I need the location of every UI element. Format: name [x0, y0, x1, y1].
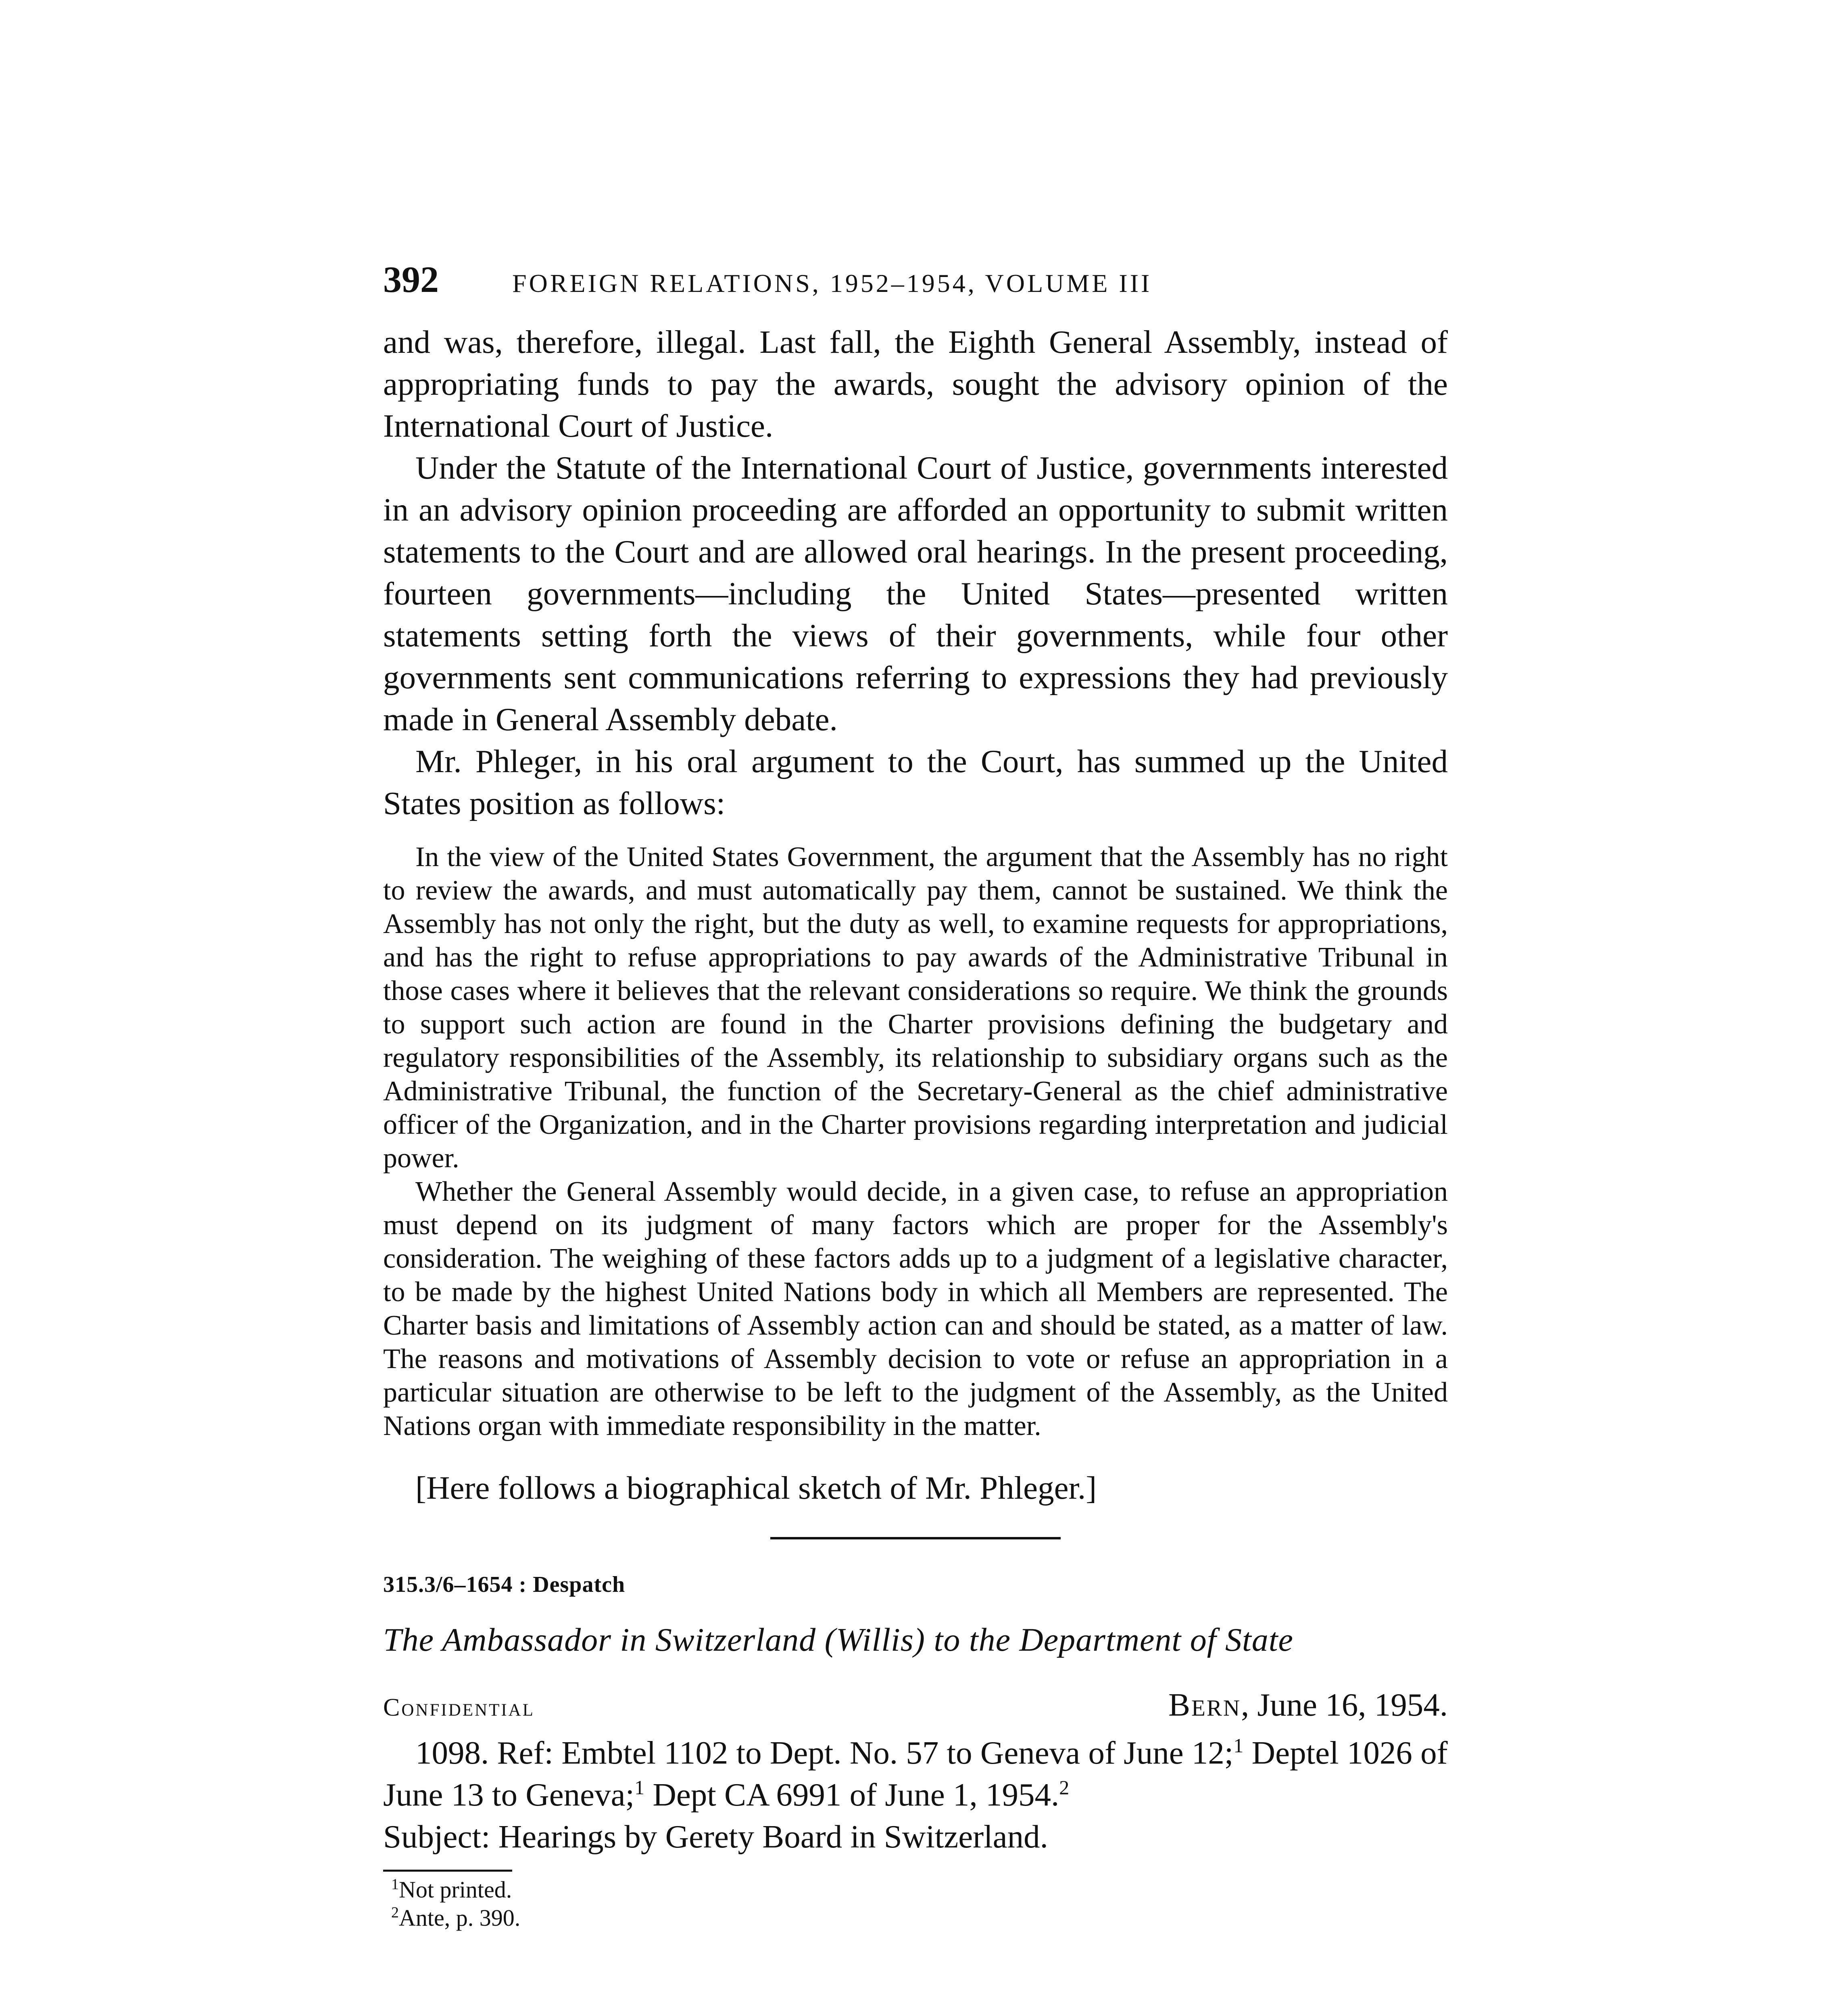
paragraph: and was, therefore, illegal. Last fall, the Eighth General Assembly, instead of appropriating funds to pay the awards, sought the advisory opinion of the International Court of Justice. — [383, 324, 1448, 444]
page-number: 392 — [383, 259, 439, 300]
dateline-place: Bern — [1168, 1687, 1241, 1723]
footnote-marker: 1 — [634, 1776, 645, 1799]
body-text — [383, 321, 1448, 824]
reference-line: 1098. Ref: Embtel 1102 to Dept. No. 57 to Geneva of June 12;$^1$ Deptel 1026 of June 13 to Geneva;$^1$ Dept CA 6991 of June 1, 1954.$^2$ — [383, 1734, 1448, 1813]
classification-line — [383, 1686, 1448, 1724]
running-head-title: FOREIGN RELATIONS, 1952–1954, VOLUME III — [512, 269, 1152, 298]
footnote-marker: 1 — [1233, 1734, 1244, 1757]
footnote-rule — [383, 1870, 512, 1872]
despatch-body — [383, 1732, 1448, 1858]
running-head — [383, 258, 1448, 301]
quote-paragraph: In the view of the United States Government, the argument that the Assembly has no right to review the awards, and must automatically pay them, cannot be sustained. We think the Assembly has not only the right, but the duty as well, to examine requests for appropriations, and has the right to refuse appropriations to pay awards of the Administrative Tribunal in those cases where it believes that the relevant considerations so require. We think the grounds to support such action are found in the Charter provisions defining the budgetary and regulatory responsibilities of the Assembly, its relationship to subsidiary organs such as the Administrative Tribunal, the function of the Secretary-General as the chief administrative officer of the Organization, and in the Charter provisions regarding interpretation and judicial power. — [383, 841, 1448, 1174]
classification-marking: Confidential — [383, 1694, 535, 1721]
document-title: The Ambassador in Switzerland (Willis) to the Department of State — [383, 1621, 1293, 1658]
footnote: $^1$Not printed. — [391, 1876, 512, 1903]
footnotes — [383, 1876, 1448, 1932]
footnote-marker: 2 — [1059, 1776, 1070, 1799]
quote-paragraph: Whether the General Assembly would decide, in a given case, to refuse an appropriation must depend on its judgment of many factors which are proper for the Assembly's consideration. The weighing of these factors adds up to a judgment of a legislative character, to be made by the highest United Nations body in which all Members are represented. The Charter basis and limitations of Assembly action can and should be stated, as a matter of law. The reasons and motivations of Assembly decision to vote or refuse an appropriation in a particular situation are otherwise to be left to the judgment of the Assembly, as the United Nations organ with immediate responsibility in the matter. — [383, 1176, 1448, 1441]
dateline — [1168, 1686, 1448, 1724]
editorial-note: [Here follows a biographical sketch of Mr. Phleger.] — [415, 1470, 1097, 1506]
footnote: $^2$Ante, p. 390. — [391, 1904, 521, 1931]
file-reference: 315.3/6–1654 : Despatch — [383, 1572, 626, 1597]
paragraph: Mr. Phleger, in his oral argument to the Court, has summed up the United States position as follows: — [383, 743, 1448, 821]
section-divider — [770, 1537, 1061, 1539]
subject-line: Subject: Hearings by Gerety Board in Switzerland. — [383, 1818, 1048, 1855]
dateline-date: , June 16, 1954. — [1241, 1687, 1448, 1723]
block-quote — [383, 840, 1448, 1443]
paragraph: Under the Statute of the International Court of Justice, governments interested in an advisory opinion proceeding are afforded an opportunity to submit written statements to the Court and are allowed oral hearings. In the present proceeding, fourteen governments—including the United States—presented written statements setting forth the views of their governments, while four other governments sent communications referring to expressions they had previously made in General Assembly debate. — [383, 450, 1448, 737]
document-page — [383, 258, 1448, 1932]
